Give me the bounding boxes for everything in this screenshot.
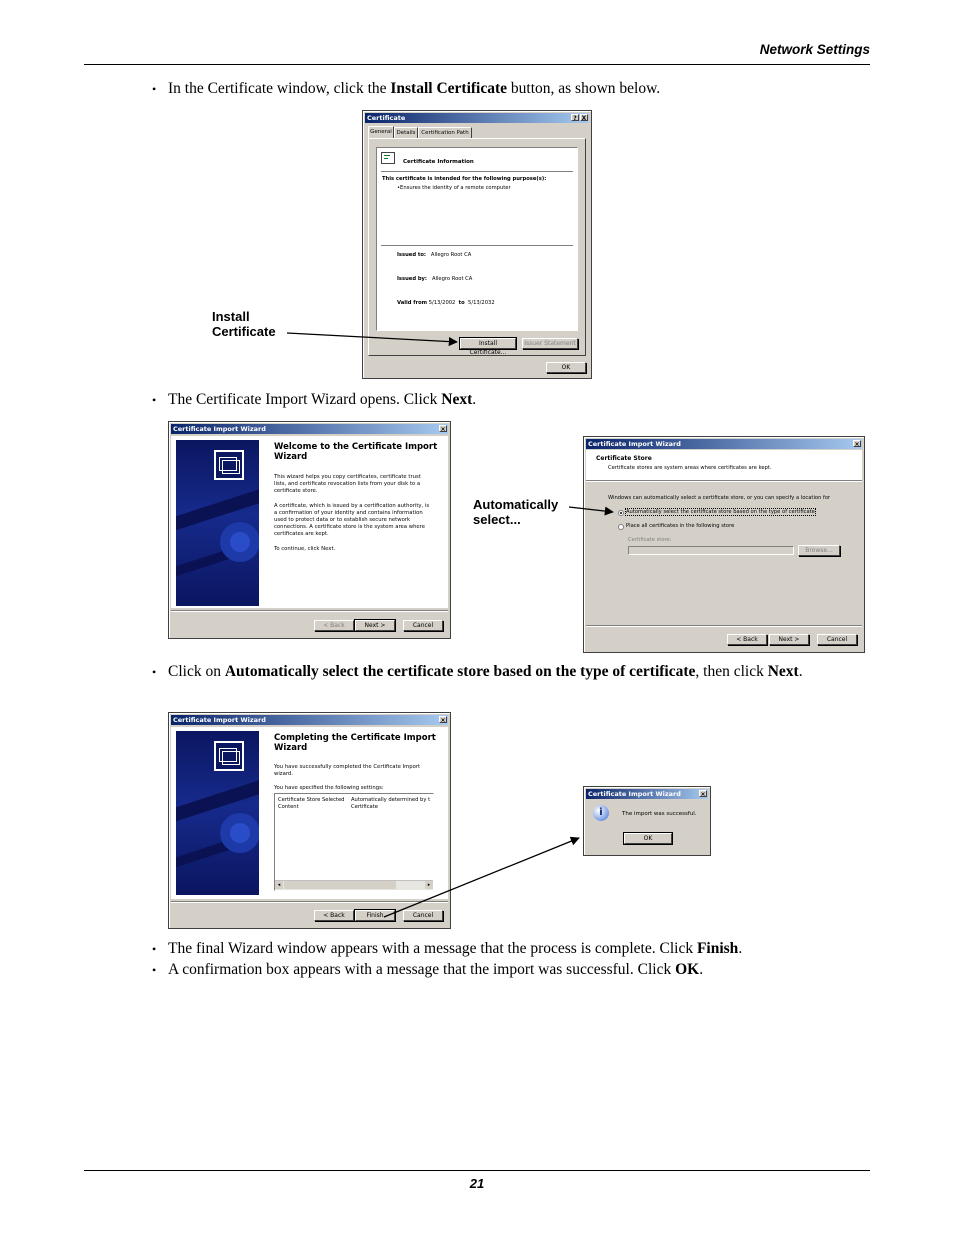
- window-title: Certificate Import Wizard: [173, 425, 266, 433]
- wizard-heading: Completing the Certificate Import Wizard: [274, 733, 436, 753]
- valid-from-label: Valid from: [397, 300, 428, 306]
- bullet-dot: •: [152, 665, 157, 679]
- bullet-dot: •: [152, 82, 157, 96]
- wizard-paragraph: This wizard helps you copy certificates, certificate trust lists, and certificate revocation lists from your disk to a certificate store.: [274, 474, 421, 494]
- place-all-label[interactable]: Place all certificates in the following store: [626, 523, 735, 529]
- issued-by-value: Allegro Root CA: [431, 276, 473, 282]
- setting-name: Certificate Store Selected: [278, 797, 345, 803]
- purpose-heading: This certificate is intended for the following purpose(s):: [382, 176, 547, 182]
- store-intro: Windows can automatically select a certificate store, or you can specify a location for: [608, 495, 831, 501]
- information-icon: i: [593, 805, 609, 821]
- bullet-text: .: [738, 940, 743, 957]
- cancel-button[interactable]: Cancel: [817, 634, 857, 645]
- callout-line: Install: [212, 309, 250, 324]
- setting-value: Certificate: [351, 804, 378, 810]
- ok-button[interactable]: OK: [546, 362, 586, 373]
- bullet-text: In the Certificate window, click the: [168, 80, 391, 97]
- back-button[interactable]: < Back: [314, 910, 354, 921]
- wizard-paragraph: You have specified the following settings:: [274, 785, 384, 791]
- bullet-bold-text: Finish: [696, 940, 739, 957]
- bullet-text: The final Wizard window appears with a message that the process is complete. Click: [168, 940, 697, 957]
- window-title: Certificate Import Wizard: [173, 716, 266, 724]
- window-title: Certificate Import Wizard: [588, 790, 681, 798]
- window-title: Certificate: [367, 114, 406, 122]
- finish-to-success-arrow: [384, 838, 579, 917]
- callout-line: select...: [473, 512, 521, 527]
- setting-value: Automatically determined by t: [351, 797, 431, 803]
- bullet-text: , then click: [695, 663, 768, 680]
- section-title: Network Settings: [759, 42, 870, 57]
- scroll-left-icon[interactable]: ◂: [275, 881, 283, 889]
- install-certificate-button[interactable]: Install Certificate...: [460, 338, 516, 349]
- finish-button[interactable]: Finish: [355, 910, 395, 921]
- install-certificate-arrow: [287, 333, 457, 342]
- cancel-button[interactable]: Cancel: [403, 910, 443, 921]
- bullet-text: button, as shown below.: [507, 80, 661, 97]
- bullet-text: .: [798, 663, 803, 680]
- callout-line: Automatically: [473, 497, 559, 512]
- tab-general[interactable]: General: [368, 126, 394, 138]
- back-button[interactable]: < Back: [727, 634, 767, 645]
- store-subheading: Certificate stores are system areas where certificates are kept.: [608, 465, 772, 471]
- scroll-right-icon[interactable]: ▸: [425, 881, 433, 889]
- close-icon[interactable]: ×: [440, 426, 446, 433]
- bullet-text: .: [472, 391, 477, 408]
- setting-name: Content: [278, 804, 299, 810]
- bullet-bold-text: Next: [441, 391, 473, 408]
- next-button[interactable]: Next >: [355, 620, 395, 631]
- bullet-text: Click on: [168, 663, 225, 680]
- purpose-item: •Ensures the identity of a remote computer: [397, 185, 511, 191]
- page-number: 21: [469, 1176, 485, 1191]
- bullet-bold-text: Automatically select the certificate store based on the type of certificate: [224, 663, 696, 680]
- issued-to-label: Issued to:: [397, 252, 426, 258]
- browse-button[interactable]: Browse...: [798, 545, 840, 556]
- valid-to-value: 5/13/2032: [468, 300, 495, 306]
- bullet-text: .: [699, 961, 704, 978]
- cancel-button[interactable]: Cancel: [403, 620, 443, 631]
- auto-select-label[interactable]: Automatically select the certificate store based on the type of certificate: [626, 509, 815, 515]
- valid-from-value: 5/13/2002: [428, 300, 456, 306]
- wizard-paragraph: You have successfully completed the Certificate Import wizard.: [274, 764, 421, 777]
- bullet-dot: •: [152, 393, 157, 407]
- info-heading: Certificate Information: [403, 159, 474, 165]
- close-icon[interactable]: ×: [700, 791, 706, 798]
- success-message: The import was successful.: [622, 811, 697, 817]
- next-button[interactable]: Next >: [769, 634, 809, 645]
- bullet-dot: •: [152, 963, 157, 977]
- bullet-dot: •: [152, 942, 157, 956]
- store-heading: Certificate Store: [596, 455, 652, 462]
- close-icon[interactable]: ×: [854, 441, 860, 448]
- automatically-select-arrow: [569, 507, 613, 512]
- valid-to-label: to: [458, 300, 465, 306]
- issued-to-value: Allegro Root CA: [430, 252, 472, 258]
- help-icon[interactable]: ?: [571, 114, 579, 121]
- tab-details[interactable]: Details: [394, 127, 418, 138]
- wizard-heading: Welcome to the Certificate Import Wizard: [274, 442, 438, 462]
- bullet-bold-text: OK: [675, 961, 700, 978]
- tab-certification-path[interactable]: Certification Path: [418, 127, 472, 138]
- issuer-statement-button[interactable]: Issuer Statement: [522, 338, 578, 349]
- store-label: Certificate store:: [628, 537, 672, 543]
- close-icon[interactable]: ×: [440, 717, 446, 724]
- wizard-paragraph: To continue, click Next.: [274, 546, 336, 552]
- callout-line: Certificate: [212, 324, 276, 339]
- issued-by-label: Issued by:: [397, 276, 428, 282]
- wizard-paragraph: A certificate, which is issued by a certification authority, is a confirmation of your identity and contains information used to protect data or to establish secure network connections. A certificate store is the system area where certificates are kept.: [274, 503, 430, 537]
- window-title: Certificate Import Wizard: [588, 440, 681, 448]
- ok-button[interactable]: OK: [624, 833, 672, 844]
- bullet-text: The Certificate Import Wizard opens. Click: [168, 391, 442, 408]
- bullet-bold-text: Install Certificate: [390, 80, 508, 97]
- back-button[interactable]: < Back: [314, 620, 354, 631]
- footer-rule: [84, 1170, 870, 1171]
- bullet-text: A confirmation box appears with a message that the import was successful. Click: [168, 961, 676, 978]
- bullet-bold-text: Next: [767, 663, 799, 680]
- close-icon[interactable]: X: [581, 115, 587, 122]
